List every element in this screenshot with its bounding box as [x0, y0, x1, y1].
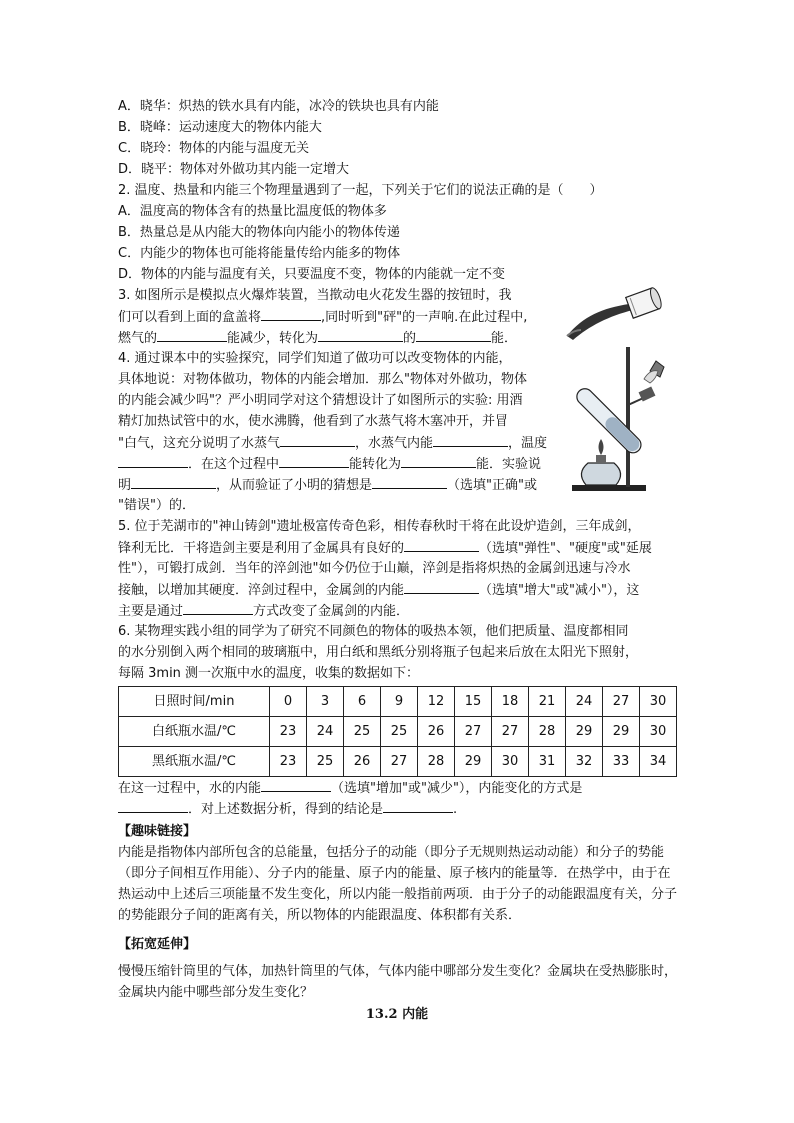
q4-text: ．在这个过程中 [188, 457, 280, 472]
question-6 [118, 621, 678, 819]
answer-blank[interactable] [318, 327, 403, 342]
answer-blank[interactable] [118, 453, 188, 468]
q6-line: 6. 某物理实践小组的同学为了研究不同颜色的物体的吸热本领，他们把质量、温度都相同 [118, 624, 629, 639]
table-header-cell: 21 [529, 687, 566, 717]
table-cell: 25 [307, 747, 344, 777]
q5-text: 接触，以增加其硬度．淬剑过程中，金属剑的内能 [118, 583, 405, 598]
q4-text: 明 [118, 478, 132, 493]
q6-line [118, 798, 678, 819]
answer-blank[interactable] [279, 453, 349, 468]
question-5 [118, 516, 678, 621]
table-cell: 29 [455, 747, 492, 777]
table-cell: 33 [603, 747, 640, 777]
stand-rod [626, 347, 630, 487]
q5-line [118, 579, 678, 600]
box-lid [626, 287, 663, 319]
table-cell: 27 [455, 717, 492, 747]
igniter-handle [567, 304, 633, 340]
q4-line: 的内能会减少吗"？严小明同学对这个猜想设计了如图所示的实验: 用酒 [118, 393, 523, 408]
q1-option-a: A．晓华：炽热的铁水具有内能，冰冷的铁块也具有内能 [118, 99, 439, 114]
table-cell: 25 [344, 717, 381, 747]
table-cell: 27 [381, 747, 418, 777]
q4-text: ，温度 [508, 436, 548, 451]
table-cell: 32 [566, 747, 603, 777]
table-header-cell: 18 [492, 687, 529, 717]
q2-stem: 2. 温度、热量和内能三个物理量遇到了一起，下列关于它们的说法正确的是（ ） [118, 183, 603, 198]
table-header-cell: 6 [344, 687, 381, 717]
q5-text: 锋利无比．干将造剑主要是利用了金属具有良好的 [118, 541, 405, 556]
table-header-cell: 0 [270, 687, 307, 717]
q4-text: 能．实验说 [476, 457, 542, 472]
answer-blank[interactable] [401, 453, 476, 468]
table-cell: 30 [640, 717, 677, 747]
q4-line: "错误"）的． [118, 498, 195, 513]
q6-text: 在这一过程中，水的内能 [118, 781, 262, 796]
table-cell: 29 [603, 717, 640, 747]
answer-blank[interactable] [383, 798, 453, 813]
table-row [119, 717, 677, 747]
table-cell: 23 [270, 747, 307, 777]
q5-text: （选填"弹性"、"硬度"或"延展 [479, 541, 652, 556]
table-header-cell: 12 [418, 687, 455, 717]
answer-blank[interactable] [416, 327, 491, 342]
q6-line: 每隔 3min 测一次瓶中水的温度，收集的数据如下： [118, 666, 420, 681]
extension-title: 【拓宽延伸】 [118, 937, 197, 952]
q6-text: . [453, 802, 458, 817]
test-tube-experiment-figure [566, 345, 676, 495]
q6-line [118, 777, 678, 798]
q3-text: 能． [491, 331, 518, 346]
table-cell: 28 [418, 747, 455, 777]
table-cell: 24 [307, 717, 344, 747]
table-cell: 25 [381, 717, 418, 747]
q4-text: ，水蒸气内能 [354, 436, 433, 451]
answer-blank[interactable] [372, 474, 447, 489]
table-header-cell: 27 [603, 687, 640, 717]
q3-text: 们可以看到上面的盒盖将 [118, 310, 262, 325]
page-footer: 13.2 内能 [365, 1007, 429, 1022]
answer-blank[interactable] [183, 600, 253, 615]
q5-line [118, 600, 678, 621]
q5-text: 方式改变了金属剑的内能． [253, 604, 410, 619]
answer-blank[interactable] [261, 306, 321, 321]
q2-option-d: D．物体的内能与温度有关，只要温度不变，物体的内能就一定不变 [118, 267, 506, 282]
table-header-cell: 15 [455, 687, 492, 717]
table-cell: 27 [492, 717, 529, 747]
table-header-row [119, 687, 677, 717]
answer-blank[interactable] [118, 798, 188, 813]
answer-blank[interactable] [404, 579, 479, 594]
table-row-label: 白纸瓶水温/℃ [119, 717, 270, 747]
q5-text: （选填"增大"或"减小"），这 [479, 583, 640, 598]
q4-line: 4. 通过课本中的实验探究，同学们知道了做功可以改变物体的内能， [118, 351, 512, 366]
test-tube [574, 385, 645, 456]
flame-icon [599, 439, 604, 455]
table-cell: 34 [640, 747, 677, 777]
q4-line: 精灯加热试管中的水，使水沸腾，他看到了水蒸气将木塞冲开，并冒 [118, 414, 509, 429]
fun-link-title: 【趣味链接】 [118, 824, 197, 839]
q4-line: 具体地说：对物体做功，物体的内能会增加．那么"物体对外做功，物体 [118, 372, 527, 387]
answer-blank[interactable] [280, 432, 355, 447]
q6-line: 的水分别倒入两个相同的玻璃瓶中，用白纸和黑纸分别将瓶子包起来后放在太阳光下照射， [118, 645, 639, 660]
q3-text: 能减少，转化为 [227, 331, 319, 346]
q3-text: 燃气的 [118, 331, 158, 346]
q6-text: （选填"增加"或"减少"），内能变化的方式是 [331, 781, 583, 796]
q3-text: ,同时听到"砰"的一声响.在此过程中, [321, 310, 528, 325]
stand-base [572, 485, 646, 491]
table-row-label: 黑纸瓶水温/℃ [119, 747, 270, 777]
q3-line: 3. 如图所示是模拟点火爆炸装置，当揿动电火花发生器的按钮时，我 [118, 288, 512, 303]
q1-option-b: B．晓峰：运动速度大的物体内能大 [118, 120, 322, 135]
answer-blank[interactable] [131, 474, 216, 489]
table-row [119, 747, 677, 777]
q1-option-c: C．晓玲：物体的内能与温度无关 [118, 141, 310, 156]
q2-option-a: A．温度高的物体含有的热量比温度低的物体多 [118, 204, 387, 219]
table-header-cell: 3 [307, 687, 344, 717]
alcohol-lamp [581, 463, 620, 485]
table-cell: 28 [529, 717, 566, 747]
q3-text: 的 [403, 331, 417, 346]
q4-text: "白气，这充分说明了水蒸气 [118, 436, 280, 451]
q4-text: （选填"正确"或 [447, 478, 537, 493]
table-cell: 23 [270, 717, 307, 747]
table-cell: 26 [418, 717, 455, 747]
table-cell: 26 [344, 747, 381, 777]
q1-option-d: D．晓平：物体对外做功其内能一定增大 [118, 162, 350, 177]
worksheet [118, 96, 678, 1003]
q4-text: ，从而验证了小明的猜想是 [216, 478, 373, 493]
table-header-cell: 30 [640, 687, 677, 717]
answer-blank[interactable] [157, 327, 227, 342]
ignition-device-figure [563, 286, 663, 344]
q5-line: 性"），可锻打成剑．当年的淬剑池"如今仍位于山巅，淬剑是指将炽热的金属剑迅速与冷水 [118, 561, 631, 576]
table-cell: 31 [529, 747, 566, 777]
q6-text: ．对上述数据分析，得到的结论是 [188, 802, 384, 817]
fun-link-text: 内能是指物体内部所包含的总能量，包括分子的动能（即分子无规则热运动动能）和分子的势能（即分子间相互作用能）、分子内的能量、原子内的能量、原子核内的能量等．在热学中，由于在热运动中上述后三项能量不发生变化，所以内能一般指前两项．由于分子的动能跟温度有关，分子的势能跟分子间的距离有关，所以物体的内能跟温度、体积都有关系． [118, 845, 678, 923]
table-header-cell: 24 [566, 687, 603, 717]
q5-line [118, 537, 678, 558]
q4-text: 能转化为 [349, 457, 402, 472]
answer-blank[interactable] [404, 537, 479, 552]
table-header-cell: 9 [381, 687, 418, 717]
q5-text: 主要是通过 [118, 604, 184, 619]
answer-blank[interactable] [261, 777, 331, 792]
q2-option-b: B．热量总是从内能大的物体向内能小的物体传递 [118, 225, 400, 240]
q5-line: 5. 位于芜湖市的"神山铸剑"遗址极富传奇色彩，相传春秋时干将在此设炉造剑，三年成剑， [118, 519, 641, 534]
table-cell: 30 [492, 747, 529, 777]
table-cell: 29 [566, 717, 603, 747]
answer-blank[interactable] [433, 432, 508, 447]
temperature-table [118, 686, 677, 777]
q2-option-c: C．内能少的物体也可能将能量传给内能多的物体 [118, 246, 401, 261]
table-header-label: 日照时间/min [119, 687, 270, 717]
extension-text: 慢慢压缩针筒里的气体，加热针筒里的气体，气体内能中哪部分发生变化？金属块在受热膨胀时，金属块内能中哪些部分发生变化？ [118, 964, 678, 1000]
